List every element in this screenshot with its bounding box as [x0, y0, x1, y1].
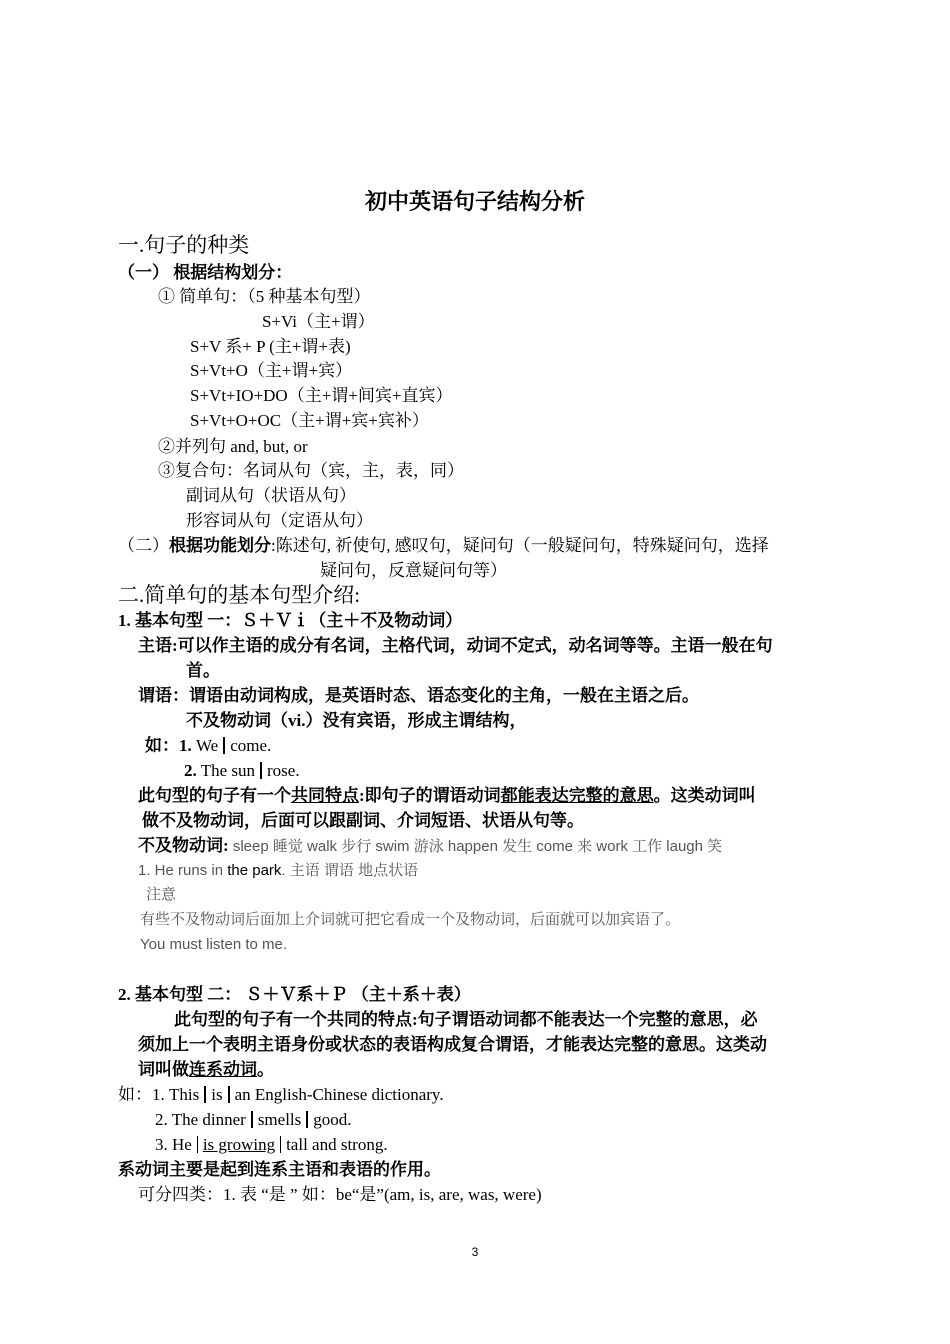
pattern-type-1-heading: 1. 基本句型 一：Ｓ＋Ｖｉ（主＋不及物动词） — [118, 611, 463, 630]
type-2-example-3 — [155, 1133, 388, 1157]
example-verb: is growing — [202, 1135, 276, 1154]
type-2-example-1 — [118, 1083, 444, 1107]
section-heading-1: 一.句子的种类 — [118, 233, 250, 257]
feature-paragraph-cont: 做不及物动词，后面可以跟副词、介词短语、状语从句等。 — [142, 811, 584, 830]
feature-text-a: 此句型的句子有一个 — [138, 786, 291, 805]
function-label: 根据功能划分 — [169, 536, 271, 555]
four-kinds: 可分四类：1. 表 “是 ” 如：be“是”(am, is, are, was, were) — [138, 1185, 542, 1204]
example-predicative: good. — [313, 1110, 352, 1129]
feature-text-c: :即句子的谓语动词 — [359, 786, 501, 805]
feature-text-e: 。这类动词叫 — [653, 786, 756, 805]
intransitive-verb-list — [138, 834, 722, 859]
type-2-example-2 — [155, 1108, 352, 1132]
pattern-5: S+Vt+O+OC（主+谓+宾+宾补） — [190, 411, 429, 430]
example-predicative: tall and strong. — [286, 1135, 388, 1154]
pattern-type-2-heading: 2. 基本句型 二： Ｓ＋Ｖ系＋Ｐ （主＋系＋表） — [118, 985, 471, 1004]
compound-sentence: ②并列句 and, but, or — [158, 437, 308, 456]
divider-bar — [280, 1136, 281, 1153]
example-verb: come. — [230, 736, 272, 755]
predicate-explanation: 谓语：谓语由动词构成，是英语时态、语态变化的主角，一般在主语之后。 — [138, 686, 699, 705]
linking-verb-role: 系动词主要是起到连系主语和表语的作用。 — [118, 1160, 441, 1179]
example-subject: 2. The dinner — [155, 1110, 246, 1129]
run-text-c: . 主语 谓语 地点状语 — [281, 862, 419, 879]
example-prefix: 如： — [145, 736, 179, 755]
pattern-1: S+Vi（主+谓） — [262, 312, 375, 331]
subject-explanation-cont: 首。 — [186, 661, 220, 680]
run-text-b: the park — [227, 862, 282, 879]
pattern-3: S+Vt+O（主+谓+宾） — [190, 361, 353, 380]
divider-bar — [228, 1086, 230, 1103]
t2-text-c: 。 — [257, 1060, 274, 1079]
example-subject: 3. He — [155, 1135, 192, 1154]
divider-bar — [306, 1111, 308, 1128]
subheading-structure: （一） 根据结构划分： — [118, 263, 293, 282]
divider-bar — [251, 1111, 253, 1128]
complex-sentence-2: 副词从句（状语从句） — [186, 486, 356, 505]
function-prefix: （二） — [118, 536, 169, 555]
feature-text-b: 共同特点 — [291, 786, 359, 805]
vi-words: sleep 睡觉 walk 步行 swim 游泳 happen 发生 come 来 work 工作 laugh 笑 — [228, 838, 723, 855]
example-subject: 1. This — [152, 1085, 200, 1104]
page-number: 3 — [471, 1245, 479, 1259]
example-number: 2. — [184, 761, 197, 780]
example-subject: The sun — [200, 761, 255, 780]
run-text-a: 1. He runs in — [138, 862, 228, 879]
example-verb: rose. — [267, 761, 300, 780]
example-subject: We — [196, 736, 219, 755]
divider-bar — [204, 1086, 206, 1103]
type-2-paragraph-2: 须加上一个表明主语身份或状态的表语构成复合谓语，才能表达完整的意思。这类动 — [138, 1035, 767, 1054]
type-2-paragraph-3 — [138, 1058, 274, 1082]
example-predicative: an English-Chinese dictionary. — [234, 1085, 444, 1104]
complex-sentence-1: ③复合句：名词从句（宾，主，表，同） — [158, 461, 464, 480]
feature-paragraph — [138, 784, 756, 808]
section-heading-2: 二.简单句的基本句型介绍: — [118, 583, 361, 607]
run-example — [138, 859, 418, 883]
simple-sentence-label: ① 简单句：（5 种基本句型） — [158, 287, 371, 306]
t2-text-a: 词叫做 — [138, 1060, 189, 1079]
function-list: :陈述句, 祈使句, 感叹句，疑问句（一般疑问句，特殊疑问句，选择 — [271, 536, 769, 555]
example-2 — [184, 759, 300, 783]
function-list-cont: 疑问句，反意疑问句等） — [320, 561, 507, 580]
listen-example: You must listen to me. — [140, 936, 288, 953]
vi-label: 不及物动词: — [138, 836, 229, 855]
divider-bar — [260, 762, 262, 779]
note-text: 有些不及物动词后面加上介词就可把它看成一个及物动词，后面就可以加宾语了。 — [140, 912, 681, 928]
example-1 — [145, 734, 271, 758]
example-verb: smells — [257, 1110, 302, 1129]
subject-explanation: 主语:可以作主语的成分有名词，主格代词，动词不定式，动名词等等。主语一般在句 — [138, 636, 773, 655]
example-prefix: 如： — [118, 1085, 152, 1104]
pattern-4: S+Vt+IO+DO（主+谓+间宾+直宾） — [190, 386, 453, 405]
type-2-paragraph-1: 此句型的句子有一个共同的特点:句子谓语动词都不能表达一个完整的意思，必 — [174, 1010, 758, 1029]
pattern-2: S+V 系+ P (主+谓+表) — [190, 337, 351, 356]
complex-sentence-3: 形容词从句（定语从句） — [186, 511, 373, 530]
intransitive-note: 不及物动词（vi.）没有宾语，形成主谓结构， — [186, 711, 527, 730]
divider-bar — [197, 1136, 198, 1153]
page-title: 初中英语句子结构分析 — [364, 189, 585, 214]
feature-text-d: 都能表达完整的意思 — [500, 786, 654, 805]
example-verb: is — [211, 1085, 223, 1104]
t2-text-b: 连系动词 — [189, 1060, 257, 1079]
divider-bar — [223, 737, 225, 754]
example-number: 1. — [179, 736, 192, 755]
subheading-function — [118, 534, 769, 558]
note-label: 注意 — [146, 887, 177, 903]
